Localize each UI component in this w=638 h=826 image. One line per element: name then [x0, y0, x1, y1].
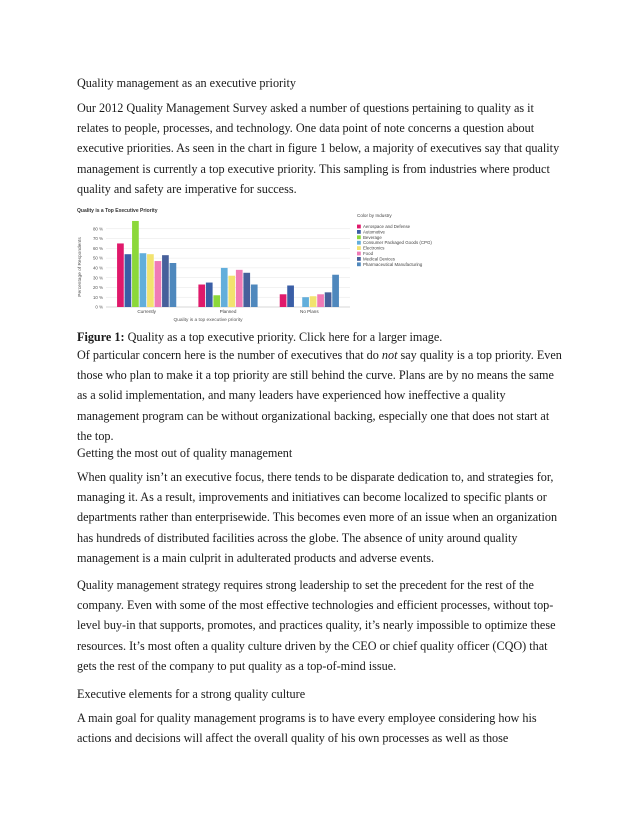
legend-label: Food: [363, 251, 374, 256]
paragraph-survey: Our 2012 Quality Management Survey asked a number of questions pertaining to quality as it relates to people, processes, and technology. One data point of note concerns a question about executive priorities. As seen in the chart in figure 1 below, a majority of executives say that quality management is currently a top executive priority. This sampling is from industries where product quality and safety are imperative for success.: [77, 101, 560, 196]
legend-label: Electronics: [363, 245, 385, 251]
legend-swatch: [357, 246, 361, 250]
legend-swatch: [357, 235, 361, 239]
bar: [162, 255, 169, 307]
bar: [310, 296, 317, 307]
x-category-label: Currently: [137, 309, 156, 314]
legend-label: Beverage: [363, 234, 382, 240]
bar: [155, 261, 162, 307]
bar: [325, 292, 332, 307]
bar: [332, 275, 339, 307]
legend-label: Aerospace and Defense: [363, 224, 411, 229]
y-tick-label: 20 %: [92, 285, 103, 291]
paragraph-concern-start: Of particular concern here is the number of executives that do: [77, 348, 382, 362]
y-tick-label: 70 %: [92, 236, 103, 242]
bar: [228, 276, 235, 307]
legend-label: Consumer Packaged Goods (CPG): [363, 240, 432, 246]
legend-label: Pharmaceutical Manufacturing: [363, 261, 423, 267]
bar: [147, 254, 154, 307]
bar: [132, 221, 139, 307]
chart-title: Quality is a Top Executive Priority: [77, 208, 158, 214]
legend-swatch: [357, 262, 361, 266]
section-heading-executive-priority: Quality management as an executive priority: [77, 76, 296, 90]
legend-swatch: [357, 252, 361, 256]
bar: [140, 253, 147, 307]
figure-label: Figure 1:: [77, 330, 125, 344]
bar: [198, 285, 205, 307]
legend-swatch: [357, 257, 361, 261]
bar: [317, 294, 324, 307]
legend-swatch: [357, 225, 361, 229]
legend-title: Color by Industry: [357, 213, 392, 218]
paragraph-concern-end: say quality is a top priority. Even those who plan to make it a top priority are still behind the curve. Plans are by no means the same as a solid implementation, and many leaders have experienced how ineffective a quality management program can be without organizational backing, especially one that does not start at the top.: [77, 348, 562, 443]
legend-swatch: [357, 241, 361, 245]
bar: [236, 270, 243, 307]
bar: [251, 285, 258, 307]
paragraph-disparate-dedication: When quality isn’t an executive focus, there tends to be disparate dedication to, and strategies for, managing it. As a result, improvements and initiatives can become localized to specific plants or departments rather than enterprisewide. This becomes even more of an issue when an organization has hundreds of distributed facilities across the globe. The absence of unity around quality management is a main culprit in adulterated products and adverse events.: [77, 470, 558, 565]
chart-xlabel: Quality is a top executive priority: [173, 318, 243, 323]
bar: [280, 294, 287, 307]
figure-caption-text: Quality as a top executive priority. Click here for a larger image.: [124, 330, 443, 344]
legend-swatch: [357, 230, 361, 234]
paragraph-leadership: Quality management strategy requires strong leadership to set the precedent for the rest of the company. Even with some of the most effective technologies and efficient processes, without top-level buy-in that supports, promotes, and practices quality, it’s nearly impossible to optimize these resources. It’s most often a quality culture driven by the CEO or chief quality officer (CQO) that gets the rest of the company to put quality as a top-of-mind issue.: [77, 578, 556, 673]
y-tick-label: 60 %: [92, 245, 103, 251]
y-tick-label: 0 %: [95, 304, 103, 310]
bar: [117, 243, 124, 307]
paragraph-main-goal: A main goal for quality management programs is to have every employee considering how his actions and decisions will affect the overall quality of his own processes as well as those: [77, 711, 537, 746]
bar: [287, 285, 294, 307]
paragraph-concern: [77, 345, 563, 446]
paragraph-concern-emphasis: not: [381, 348, 398, 362]
bar: [243, 273, 250, 307]
section-heading-executive-elements: Executive elements for a strong quality culture: [77, 687, 306, 701]
bar: [213, 295, 220, 307]
bar: [302, 297, 309, 307]
y-tick-label: 50 %: [92, 255, 103, 261]
y-tick-label: 30 %: [92, 275, 103, 281]
x-category-label: No Plans: [300, 309, 319, 314]
y-tick-label: 80 %: [92, 226, 103, 232]
x-category-label: Planned: [219, 309, 237, 314]
bar: [221, 268, 228, 307]
bar: [206, 283, 213, 307]
figure-caption: [77, 328, 442, 346]
y-tick-label: 40 %: [92, 265, 103, 271]
bar-chart: [74, 205, 504, 329]
section-heading-getting-most: Getting the most out of quality management: [77, 446, 293, 460]
legend-label: Medical Devices: [363, 256, 395, 262]
y-tick-label: 10 %: [92, 294, 103, 300]
bar: [170, 263, 177, 307]
legend-label: Automotive: [363, 229, 385, 235]
bar: [125, 254, 132, 307]
chart-ylabel: Percentage of Respondents: [78, 237, 83, 297]
